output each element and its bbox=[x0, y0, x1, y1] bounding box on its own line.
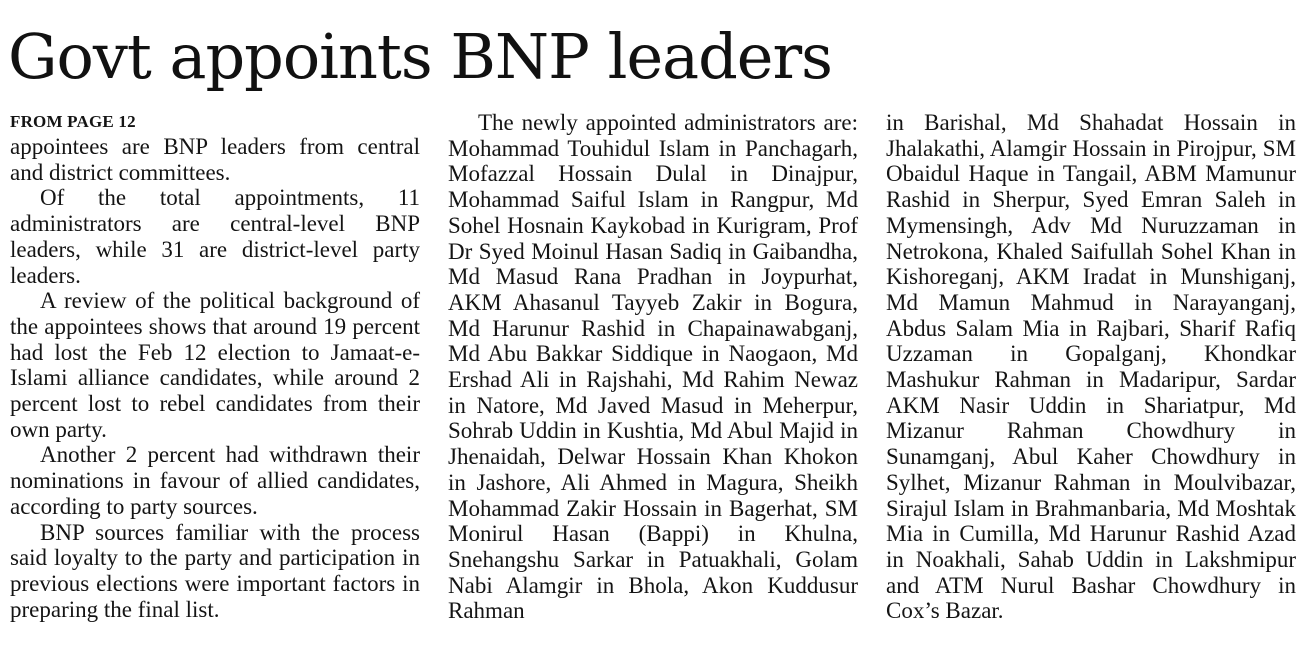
paragraph: Another 2 percent had withdrawn their nominations in favour of allied candidates, according to party sources. bbox=[10, 442, 420, 519]
headline: Govt appoints BNP leaders bbox=[8, 20, 832, 93]
article-column-1 bbox=[10, 110, 420, 622]
continued-from-kicker: FROM PAGE 12 bbox=[10, 112, 136, 131]
paragraph: A review of the political background of the appointees shows that around 19 percent had lost the Feb 12 election to Jamaat-e-Islami alliance candidates, while around 2 percent lost to rebel candidates from their own party. bbox=[10, 288, 420, 442]
paragraph: in Barishal, Md Shahadat Hossain in Jhalakathi, Alamgir Hossain in Pirojpur, SM Obaidul Haque in Tangail, ABM Mamunur Rashid in Sherpur, Syed Emran Saleh in Mymensingh, Adv Md Nuruzzaman in Netrokona, Khaled Saifullah Sohel Khan in Kishoreganj, AKM Iradat in Munshiganj, Md Mamun Mahmud in Narayanganj, Abdus Salam Mia in Rajbari, Sharif Rafiq Uzzaman in Gopalganj, Khondkar Mashukur Rahman in Madaripur, Sardar AKM Nasir Uddin in Shariatpur, Md Mizanur Rahman Chowdhury in Sunamganj, Abul Kaher Chowdhury in Sylhet, Mizanur Rahman in Moulvibazar, Sirajul Islam in Brahmanbaria, Md Moshtak Mia in Cumilla, Md Harunur Rashid Azad in Noakhali, Sahab Uddin in Lakshmipur and ATM Nurul Bashar Chowdhury in Cox’s Bazar. bbox=[886, 110, 1296, 624]
article-column-2 bbox=[448, 110, 858, 624]
paragraph: The newly appointed administrators are: Mohammad Touhidul Islam in Panchagarh, Mofazzal Hossain Dulal in Dinajpur, Mohammad Saiful Islam in Rangpur, Md Sohel Hosnain Kaykobad in Kurigram, Prof Dr Syed Moinul Hasan Sadiq in Gaibandha, Md Masud Rana Pradhan in Joypurhat, AKM Ahasanul Tayyeb Zakir in Bogura, Md Harunur Rashid in Chapainawabganj, Md Abu Bakkar Siddique in Naogaon, Md Ershad Ali in Rajshahi, Md Rahim Newaz in Natore, Md Javed Masud in Meherpur, Sohrab Uddin in Kushtia, Md Abul Majid in Jhenaidah, Delwar Hossain Khan Khokon in Jashore, Ali Ahmed in Magura, Sheikh Mohammad Zakir Hossain in Bagerhat, SM Monirul Hasan (Bappi) in Khulna, Snehangshu Sarkar in Patuakhali, Golam Nabi Alamgir in Bhola, Akon Kuddusur Rahman bbox=[448, 110, 858, 624]
paragraph: appointees are BNP leaders from central and district committees. bbox=[10, 134, 420, 185]
paragraph: BNP sources familiar with the process said loyalty to the party and participation in previous elections were important factors in preparing the final list. bbox=[10, 519, 420, 622]
paragraph: Of the total appointments, 11 administrators are central-level BNP leaders, while 31 are district-level party leaders. bbox=[10, 185, 420, 288]
article-column-3 bbox=[886, 110, 1296, 624]
